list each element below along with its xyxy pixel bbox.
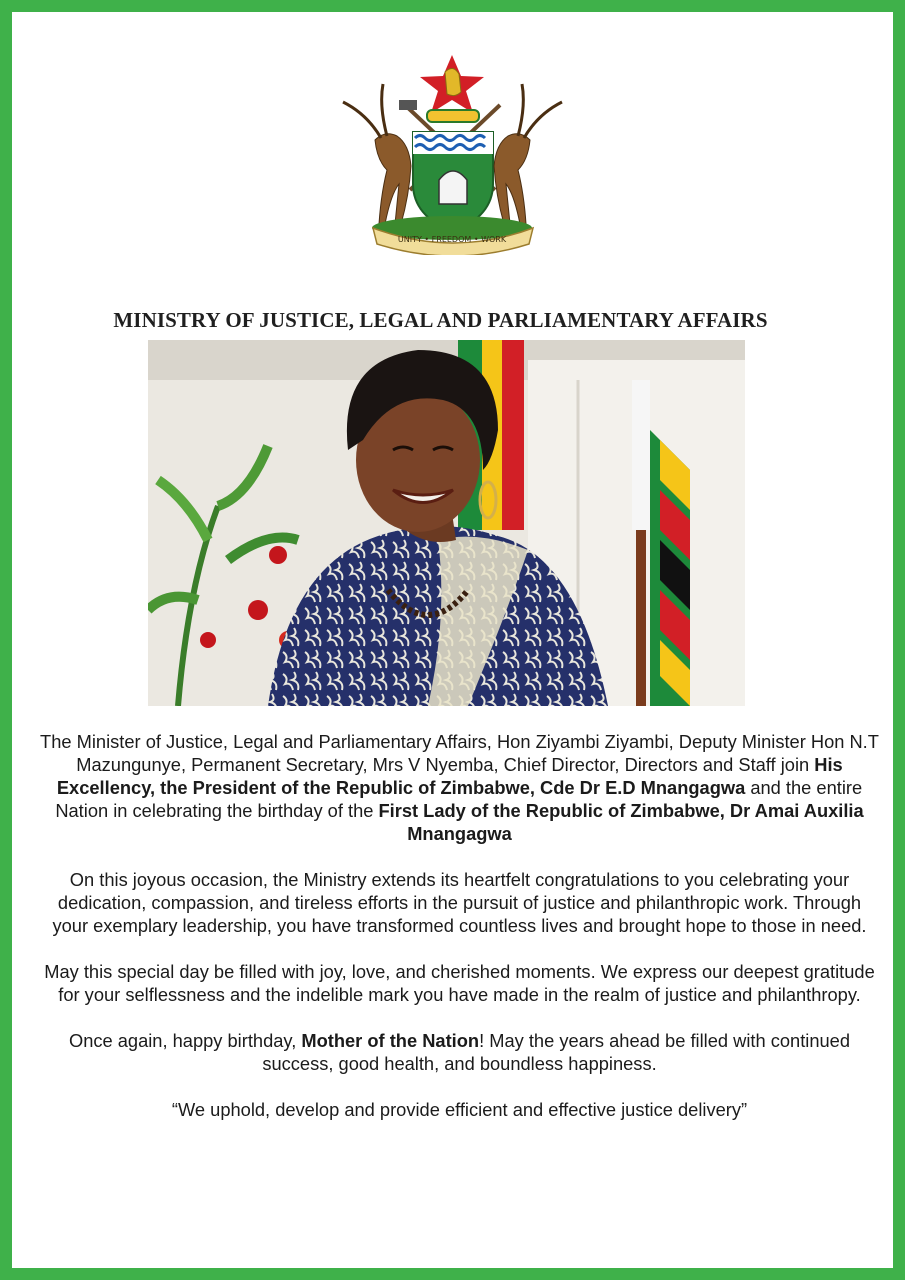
coat-of-arms-icon	[335, 50, 570, 255]
president-title: His Excellency, the President of the Republic of Zimbabwe, Cde Dr E.D Mnangagwa	[56, 754, 843, 798]
ministry-title: MINISTRY OF JUSTICE, LEGAL AND PARLIAMENTARY AFFAIRS	[113, 308, 768, 332]
intro-text: The Minister of Justice, Legal and Parliamentary Affairs, Hon Ziyambi Ziyambi, Deputy Minister Hon N.T Mazungunye, Permanent Secretary, Mrs V Nyemba, Chief Director, Directors and Staff join	[40, 731, 879, 775]
ministry-slogan: “We uphold, develop and provide efficient and effective justice delivery”	[171, 1099, 748, 1120]
mother-of-nation: Mother of the Nation	[301, 1030, 480, 1051]
message-body	[40, 730, 879, 1144]
portrait-photo	[148, 340, 745, 706]
paragraph-wishes: May this special day be filled with joy, love, and cherished moments. We express our deepest gratitude for your selflessness and the indelible mark you have made in the realm of justice and philanthropy.	[44, 961, 875, 1005]
motto-text: UNITY • FREEDOM • WORK	[397, 235, 507, 244]
closing-text: Once again, happy birthday,	[68, 1030, 302, 1051]
paragraph-intro	[40, 730, 879, 845]
closing-text-cont: ! May the years ahead be filled with continued success, good health, and boundless happiness.	[262, 1030, 851, 1074]
intro-text-cont: and the entire Nation in celebrating the birthday of the	[55, 777, 863, 821]
paragraph-closing	[40, 1029, 879, 1075]
paragraph-congratulations: On this joyous occasion, the Ministry extends its heartfelt congratulations to you celebrating your dedication, compassion, and tireless efforts in the pursuit of justice and philanthropic work. Through your exemplary leadership, you have transformed countless lives and brought hope to those in need.	[52, 869, 867, 936]
first-lady-title: First Lady of the Republic of Zimbabwe, Dr Amai Auxilia Mnangagwa	[378, 800, 864, 844]
